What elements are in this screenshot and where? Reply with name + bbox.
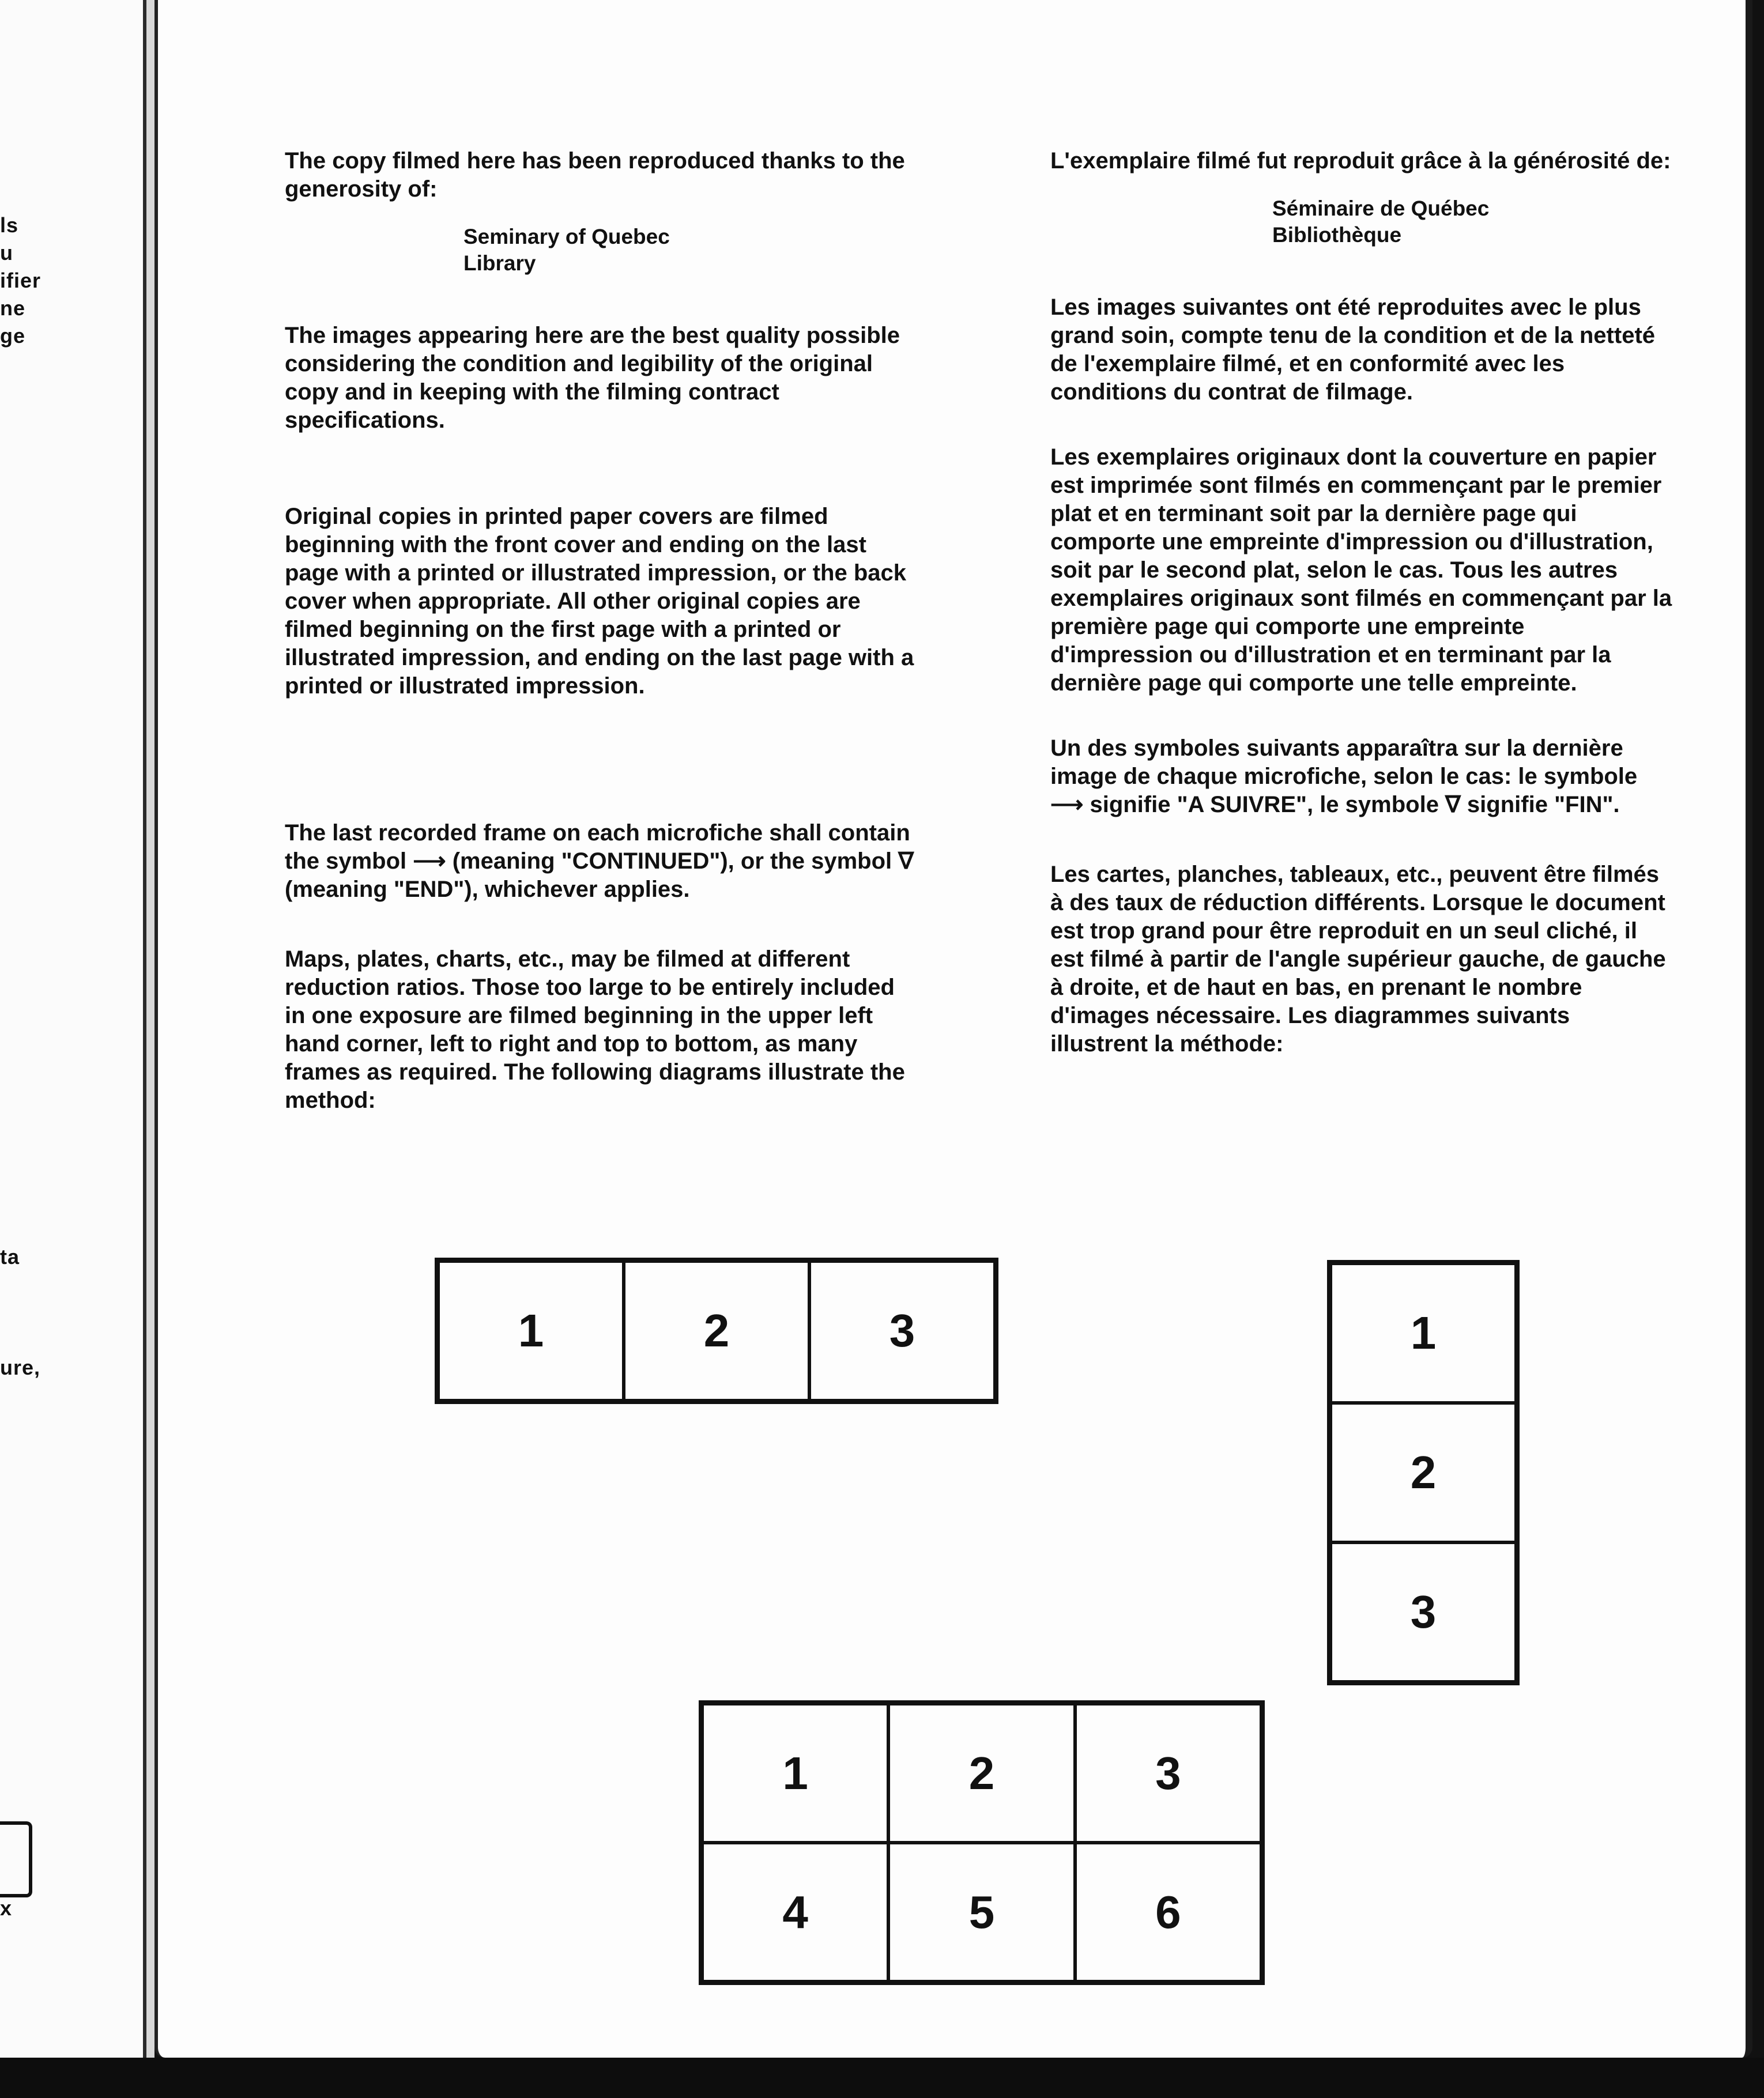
frame-cell: 2 <box>888 1704 1075 1843</box>
library-name: Seminary of Quebec <box>463 225 670 248</box>
french-paragraph-3: Les exemplaires originaux dont la couverture en papier est imprimée sont filmés en commençant par le premier plat et en terminant soit par la dernière page qui comporte une empreinte d'impression ou d'illustration, soit par le second plat, selon le cas. Tous les autres exemplaires originaux sont filmés en commençant par la première page qui comporte une empreinte d'impression ou d'illustration et en terminant par la dernière page qui comporte une telle empreinte. <box>1050 444 1672 696</box>
fragment-text: ge <box>0 324 26 348</box>
fragment-frame-box <box>0 1821 32 1897</box>
library-subtitle: Bibliothèque <box>1272 223 1402 247</box>
english-library <box>463 224 919 277</box>
frame-cell: 1 <box>1330 1263 1516 1403</box>
binding-gap <box>146 0 154 2058</box>
english-paragraph-4: The last recorded frame on each microfiche shall contain the symbol ⟶ (meaning "CONTINUED"), or the symbol ∇ (meaning "END"), whichever applies. <box>285 820 914 902</box>
french-paragraph-5: Les cartes, planches, tableaux, etc., peuvent être filmés à des taux de réduction différents. Lorsque le document est trop grand pour être reproduit en un seul cliché, il est filmé à partir de l'angle supérieur gauche, de gauche à droite, et de haut en bas, en prenant le nombre d'images nécessaire. Les diagrammes suivants illustrent la méthode: <box>1050 862 1666 1056</box>
scan-bottom-edge <box>0 2058 1764 2098</box>
fragment-text: ifier <box>0 269 42 292</box>
fragment-text: ls <box>0 213 19 237</box>
french-paragraph-2: Les images suivantes ont été reproduites avec le plus grand soin, compte tenu de la condition et de la netteté de l'exemplaire filmé, et en conformité avec les conditions du contrat de filmage. <box>1050 295 1656 405</box>
fragment-text: ta <box>0 1245 20 1269</box>
fragment-text: ure, <box>0 1356 41 1379</box>
english-paragraph-1: The copy filmed here has been reproduced thanks to the generosity of: <box>285 148 905 202</box>
frame-cell: 3 <box>809 1261 995 1401</box>
fragment-text: ne <box>0 296 26 320</box>
french-paragraph-1: L'exemplaire filmé fut reproduit grâce à la générosité de: <box>1050 148 1671 173</box>
english-paragraph-2: The images appearing here are the best quality possible considering the condition and legibility of the original copy and in keeping with the filming contract specifications. <box>285 323 900 433</box>
document-page <box>154 0 1752 2058</box>
french-column <box>1050 147 1673 1058</box>
library-subtitle: Library <box>463 251 536 275</box>
diagram-column <box>1327 1260 1520 1685</box>
frame-cell: 3 <box>1330 1542 1516 1682</box>
frame-cell: 5 <box>888 1843 1075 1982</box>
frame-cell: 4 <box>702 1843 888 1982</box>
frame-cell: 2 <box>1330 1403 1516 1542</box>
english-paragraph-5: Maps, plates, charts, etc., may be filmed at different reduction ratios. Those too large to be entirely included in one exposure are filmed beginning in the upper left hand corner, left to right and top to bottom, as many frames as required. The following diagrams illustrate the method: <box>285 946 905 1113</box>
frame-cell: 3 <box>1075 1704 1261 1843</box>
english-paragraph-3: Original copies in printed paper covers are filmed beginning with the front cover and ending on the last page with a printed or illustrated impression, or the back cover when appropriate. All other original copies are filmed beginning on the first page with a printed or illustrated impression, and ending on the last page with a printed or illustrated impression. <box>285 504 914 699</box>
frame-cell: 1 <box>438 1261 624 1401</box>
library-name: Séminaire de Québec <box>1272 197 1490 220</box>
frame-cell: 6 <box>1075 1843 1261 1982</box>
diagram-grid <box>699 1700 1265 1985</box>
french-paragraph-4: Un des symboles suivants apparaîtra sur la dernière image de chaque microfiche, selon le cas: le symbole ⟶ signifie "A SUIVRE", le symbole ∇ signifie "FIN". <box>1050 735 1638 817</box>
fragment-text: u <box>0 241 13 265</box>
diagram-row <box>435 1258 998 1404</box>
frame-cell: 1 <box>702 1704 888 1843</box>
fragment-text: x <box>0 1896 13 1920</box>
frame-cell: 2 <box>624 1261 809 1401</box>
french-library <box>1272 195 1673 248</box>
adjacent-page-sliver <box>0 0 146 2058</box>
english-column <box>285 147 919 1115</box>
